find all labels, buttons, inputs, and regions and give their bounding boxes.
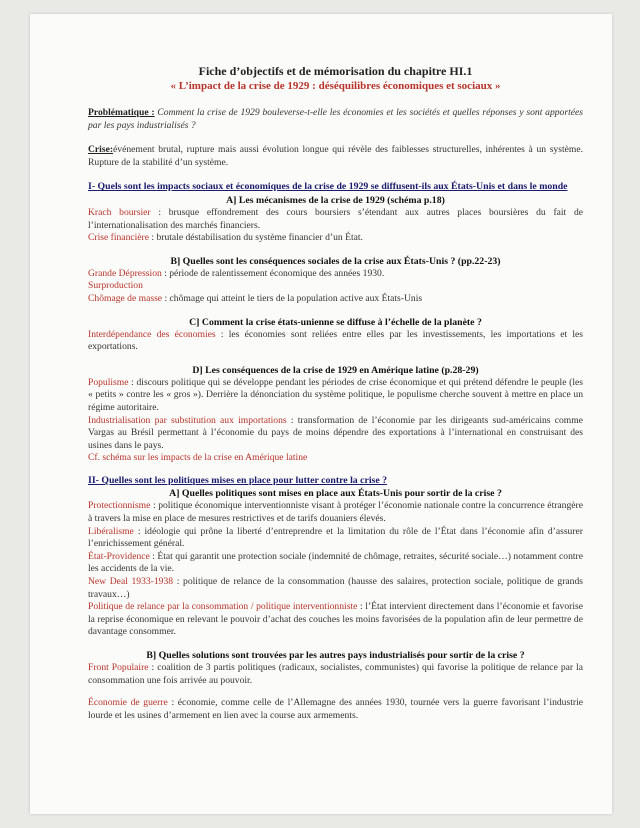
- term: Politique de relance par la consommation / politique interventionniste: [88, 601, 358, 613]
- definition: [88, 329, 583, 354]
- definition: [88, 526, 583, 551]
- definition-text: : politique économique interventionniste visant à protéger l’économie nationale contre la concurrence étrangère à travers la mise en place de mesures restrictives et de tarifs douaniers élevés.: [88, 500, 583, 525]
- term: Krach boursier: [88, 206, 151, 218]
- term: Surproduction: [88, 280, 143, 292]
- section-1a-title: A] Les mécanismes de la crise de 1929 (schéma p.18): [226, 194, 445, 206]
- term: Protectionnisme: [88, 500, 151, 512]
- term: Chômage de masse: [88, 292, 163, 304]
- definition: [88, 293, 583, 306]
- document-content: [88, 64, 583, 722]
- document-title: Fiche d’objectifs et de mémorisation du chapitre HI.1: [198, 64, 473, 78]
- problematique: [88, 107, 583, 132]
- definition-text: : brutale déstabilisation du système financier d’un État.: [149, 232, 363, 244]
- term: Interdépendance des économies: [88, 328, 216, 340]
- term: Libéralisme: [88, 525, 134, 537]
- problematique-text: Comment la crise de 1929 bouleverse-t-elle les économies et les sociétés et quelles réponses y sont apportées par les pays industrialisés ?: [88, 107, 583, 131]
- section-2a-title: A] Quelles politiques sont mises en place aux États-Unis pour sortir de la crise ?: [169, 488, 502, 500]
- definition-text: : politique de relance de la consommation (hausse des salaires, protection sociale, politique de grands travaux…): [88, 576, 584, 600]
- definition: [88, 601, 583, 639]
- section-2-title: II- Quelles sont les politiques mises en place pour lutter contre la crise ?: [88, 474, 388, 486]
- term: Populisme: [88, 376, 129, 388]
- definition-text: : brusque effondrement des cours boursiers s’étendant aux autres places boursières du fait de l’internationalisation des marchés financiers.: [88, 206, 584, 231]
- definition-text: : transformation de l’économie par les dirigeants sud-américains comme Vargas au Brésil permettant à l’économie du pays de moins dépendre des exportations à l’international en construisant des usines dans le pays.: [88, 414, 583, 451]
- schema-note: Cf. schéma sur les impacts de la crise en Amérique latine: [88, 452, 308, 464]
- crise-definition: [88, 144, 583, 169]
- term: Économie de guerre: [88, 697, 168, 709]
- term: Industrialisation par substitution aux importations: [88, 414, 287, 426]
- definition: [88, 415, 583, 453]
- definition: [88, 662, 583, 687]
- definition-text: : État qui garantit une protection sociale (indemnité de chômage, retraites, sécurité sociale…) notamment contre les accidents de la vie.: [88, 550, 583, 575]
- definition: [88, 268, 583, 281]
- crise-label: Crise:: [88, 144, 114, 156]
- definition-text: : idéologie qui prône la liberté d’entreprendre et la limitation du rôle de l’État dans l’économie afin d’assurer l’enrichissement général.: [88, 525, 583, 550]
- definition: [88, 697, 583, 722]
- section-1d-title: D] Les conséquences de la crise de 1929 en Amérique latine (p.28-29): [192, 364, 479, 376]
- document-subtitle: « L’impact de la crise de 1929 : déséquilibres économiques et sociaux »: [170, 80, 501, 92]
- definition-text: : coalition de 3 partis politiques (radicaux, socialistes, communistes) qui favorise la politique de relance par la consommation une fois arrivée au pouvoir.: [88, 662, 583, 686]
- term: État-Providence: [88, 550, 150, 562]
- definition: [88, 207, 583, 232]
- section-2b-title: B] Quelles solutions sont trouvées par les autres pays industrialisés pour sortir de la crise ?: [146, 650, 525, 661]
- term: Front Populaire: [88, 662, 149, 673]
- document-page: [30, 14, 612, 814]
- definition-text: : discours politique qui se développe pendant les périodes de crise économique et qui prétend défendre le peuple (les « petits » contre les « gros »). Derrière la dénonciation du système politique, le populisme cherche souvent à mettre en place un régime autoritaire.: [88, 376, 583, 413]
- definition-text: : les économies sont reliées entre elles par les investissements, les importations et les exportations.: [88, 328, 583, 353]
- definition: [88, 500, 583, 525]
- definition: [88, 280, 583, 293]
- definition-text: : période de ralentissement économique des années 1930.: [161, 267, 385, 279]
- definition-text: : chômage qui atteint le tiers de la population active aux États-Unis: [162, 292, 423, 304]
- definition: [88, 576, 583, 601]
- term: Grande Dépression: [88, 267, 162, 279]
- definition-text: : l’État intervient directement dans l’économie et favorise la reprise économique en relevant le pouvoir d’achat des couches les moins favorisées de la population afin de leur permettre de davantage consommer.: [88, 601, 583, 638]
- crise-text: événement brutal, rupture mais aussi évolution longue qui révèle des faiblesses structurelles, inhérentes à un système. Rupture de la stabilité d’un système.: [88, 144, 583, 168]
- definition-text: : économie, comme celle de l’Allemagne des années 1930, tournée vers la guerre favorisant l’industrie lourde et les usines d’armement en lien avec la course aux armements.: [88, 697, 583, 721]
- problematique-label: Problématique :: [88, 107, 155, 118]
- section-1c-title: C] Comment la crise états-unienne se diffuse à l’échelle de la planète ?: [189, 316, 482, 328]
- definition: [88, 551, 583, 576]
- term: Crise financière: [88, 232, 149, 244]
- section-1b-title: B] Quelles sont les conséquences sociales de la crise aux États-Unis ? (pp.22-23): [170, 255, 501, 267]
- definition: [88, 232, 583, 245]
- section-1-title: I- Quels sont les impacts sociaux et économiques de la crise de 1929 se diffusent-ils aux États-Unis et dans le monde: [88, 181, 568, 193]
- definition: [88, 377, 583, 415]
- term: New Deal 1933-1938: [88, 576, 174, 588]
